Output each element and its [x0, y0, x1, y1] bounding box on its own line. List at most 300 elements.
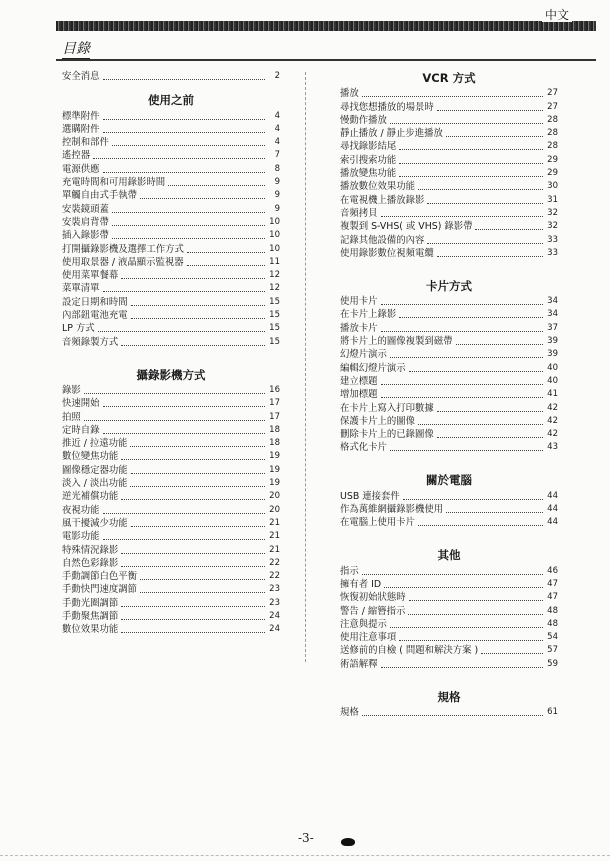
toc-section	[340, 278, 558, 455]
toc-entry[interactable]	[340, 361, 558, 374]
toc-entry-label: 警告 / 縮簪指示	[340, 605, 406, 617]
dot-leader	[437, 411, 543, 412]
dot-leader	[168, 185, 265, 186]
toc-entry-page: 16	[269, 384, 280, 395]
toc-entry-page: 41	[547, 389, 558, 400]
toc-entry-label: 安裝肩背帶	[62, 216, 109, 228]
toc-entry-page: 2	[274, 71, 280, 82]
toc-entry[interactable]	[62, 543, 280, 556]
toc-entry[interactable]	[340, 428, 558, 441]
toc-entry-label: 標準附件	[62, 110, 100, 122]
toc-entry-page: 22	[269, 571, 280, 582]
toc-entry-page: 28	[547, 114, 558, 125]
toc-entry-label: 複製到 S-VHS( 或 VHS) 錄影帶	[340, 221, 473, 233]
toc-entry[interactable]	[62, 335, 280, 348]
toc-entry-label: 手動快門速度調節	[62, 584, 138, 596]
spacer	[62, 349, 280, 367]
toc-entry-label: 特殊情況錄影	[62, 544, 119, 556]
toc-entry-page: 48	[547, 618, 558, 629]
toc-entry-label: 送修前的自檢 ( 問題和解決方案 )	[340, 645, 479, 657]
toc-entry-label: 數位變焦功能	[62, 451, 119, 463]
dot-leader	[403, 499, 543, 500]
section-heading: 使用之前	[148, 93, 194, 108]
toc-entry[interactable]	[340, 564, 558, 577]
section-items	[340, 564, 558, 670]
toc-entry[interactable]	[340, 180, 558, 193]
dot-leader	[112, 225, 265, 226]
toc-entry[interactable]	[340, 489, 558, 502]
toc-entry-label: 保護卡片上的圖像	[340, 415, 416, 427]
toc-entry-page: 15	[269, 296, 280, 307]
toc-entry-page: 42	[547, 415, 558, 426]
toc-entry[interactable]	[62, 477, 280, 490]
toc-entry-page: 39	[547, 336, 558, 347]
toc-entry[interactable]	[62, 229, 280, 242]
toc-entry-page: 46	[547, 565, 558, 576]
toc-entry-label: 尋找錄影結尾	[340, 141, 397, 153]
toc-entry[interactable]	[340, 114, 558, 127]
toc-entry-page: 54	[547, 632, 558, 643]
toc-entry-page: 48	[547, 605, 558, 616]
toc-entry-label: 錄影	[62, 384, 81, 396]
dot-leader	[140, 579, 265, 580]
dot-leader	[362, 574, 543, 575]
toc-entry-page: 7	[274, 150, 280, 161]
dot-leader	[112, 238, 265, 239]
toc-entry[interactable]	[62, 623, 280, 636]
toc-entry-page: 42	[547, 402, 558, 413]
toc-entry-label: 音頻拷貝	[340, 207, 378, 219]
toc-entry-label: LP 方式	[62, 323, 95, 335]
dot-leader	[103, 172, 265, 173]
toc-entry-label: 圖像穩定器功能	[62, 464, 128, 476]
toc-entry[interactable]	[340, 140, 558, 153]
toc-entry-page: 22	[269, 557, 280, 568]
toc-entry-page: 47	[547, 592, 558, 603]
toc-entry[interactable]	[340, 127, 558, 140]
language-label: 中文	[542, 8, 572, 22]
toc-entry-page: 9	[274, 190, 280, 201]
toc-entry-label: 擁有者 ID	[340, 578, 382, 590]
page-number: -3-	[298, 831, 314, 845]
toc-entry[interactable]	[62, 216, 280, 229]
dot-leader	[408, 614, 543, 615]
toc-entry-label: 尋找您想播放的場景時	[340, 101, 434, 113]
dot-leader	[112, 212, 265, 213]
toc-entry[interactable]	[62, 450, 280, 463]
toc-entry[interactable]	[340, 193, 558, 206]
toc-entry-label: 作為萬維網攝錄影機使用	[340, 504, 444, 516]
toc-entry[interactable]	[62, 149, 280, 162]
dot-leader	[130, 486, 265, 487]
dot-leader	[384, 587, 543, 588]
dot-leader	[131, 318, 265, 319]
dot-leader	[103, 433, 265, 434]
toc-entry[interactable]	[62, 189, 280, 202]
dot-leader	[140, 592, 265, 593]
section-items	[62, 109, 280, 348]
toc-entry-label: 內部鈕電池充電	[62, 310, 128, 322]
dot-leader	[399, 163, 543, 164]
toc-entry-label: 注意與提示	[340, 618, 387, 630]
toc-entry-label: USB 連接套件	[340, 490, 400, 502]
toc-entry-page: 29	[547, 168, 558, 179]
toc-entry[interactable]	[340, 503, 558, 516]
dot-leader	[399, 149, 543, 150]
toc-entry[interactable]	[340, 644, 558, 657]
dot-leader	[103, 291, 265, 292]
toc-section	[340, 472, 558, 529]
dot-leader	[381, 216, 543, 217]
dot-leader	[121, 566, 265, 567]
toc-entry-label: 設定日期和時間	[62, 296, 128, 308]
toc-entry[interactable]	[62, 437, 280, 450]
toc-entry[interactable]	[62, 610, 280, 623]
toc-entry[interactable]	[340, 388, 558, 401]
dot-leader	[427, 243, 543, 244]
toc-section	[62, 92, 280, 348]
section-items	[340, 489, 558, 529]
toc-entry-page: 23	[269, 584, 280, 595]
toc-entry[interactable]	[340, 441, 558, 454]
toc-entry-label: 增加標題	[340, 389, 378, 401]
toc-entry[interactable]	[340, 153, 558, 166]
toc-entry[interactable]	[62, 242, 280, 255]
dot-leader	[381, 667, 543, 668]
dot-leader	[481, 653, 543, 654]
toc-entry[interactable]	[62, 570, 280, 583]
top-header-rule	[56, 21, 596, 31]
toc-entry[interactable]	[62, 397, 280, 410]
toc-entry-page: 32	[547, 207, 558, 218]
toc-entry[interactable]	[340, 100, 558, 113]
toc-entry-label: 規格	[340, 706, 359, 718]
dot-leader	[103, 406, 265, 407]
toc-entry-page: 10	[269, 216, 280, 227]
toc-entry-page: 31	[547, 194, 558, 205]
toc-entry-label: 控制和部件	[62, 137, 109, 149]
toc-entry-label: 淡入 / 淡出功能	[62, 478, 128, 490]
toc-entry-page: 24	[269, 624, 280, 635]
toc-entry-page: 4	[274, 137, 280, 148]
toc-entry-page: 32	[547, 221, 558, 232]
toc-entry-label: 在電視機上播放錄影	[340, 194, 425, 206]
toc-entry[interactable]	[62, 123, 280, 136]
toc-entry[interactable]	[62, 463, 280, 476]
toc-entry[interactable]	[340, 375, 558, 388]
dot-leader	[84, 393, 265, 394]
dot-leader	[446, 512, 543, 513]
dot-leader	[399, 317, 543, 318]
toc-entry-label: 選購附件	[62, 123, 100, 135]
dot-leader	[103, 539, 265, 540]
toc-entry-page: 10	[269, 230, 280, 241]
section-heading: 規格	[437, 689, 461, 704]
toc-entry-page: 59	[547, 658, 558, 669]
dot-leader	[121, 345, 265, 346]
dot-leader	[437, 256, 543, 257]
dot-leader	[121, 499, 265, 500]
dot-leader	[93, 158, 265, 159]
toc-entry-label: 使用菜單餐幕	[62, 270, 119, 282]
toc-entry[interactable]	[62, 136, 280, 149]
toc-entry[interactable]	[340, 591, 558, 604]
spacer	[340, 260, 558, 278]
toc-entry-page: 44	[547, 504, 558, 515]
toc-entry-page: 19	[269, 464, 280, 475]
toc-entry-page: 20	[269, 504, 280, 515]
toc-entry-label: 定時自錄	[62, 424, 100, 436]
dot-leader	[475, 229, 543, 230]
dot-leader	[121, 619, 265, 620]
toc-entry[interactable]	[340, 415, 558, 428]
toc-entry[interactable]	[340, 233, 558, 246]
toc-entry-label: 插入錄影帶	[62, 230, 109, 242]
dot-leader	[390, 450, 543, 451]
toc-entry-label: 自然色彩錄影	[62, 557, 119, 569]
toc-entry-page: 57	[547, 645, 558, 656]
toc-entry-page: 4	[274, 123, 280, 134]
toc-entry-label: 編輯幻燈片演示	[340, 362, 406, 374]
toc-entry-label: 播放變焦功能	[340, 168, 397, 180]
dot-leader	[456, 344, 543, 345]
dot-leader	[381, 331, 543, 332]
dot-leader	[131, 473, 265, 474]
toc-entry[interactable]	[62, 503, 280, 516]
toc-entry-label: 播放卡片	[340, 322, 378, 334]
toc-entry[interactable]	[340, 167, 558, 180]
toc-entry-label: 在卡片上寫入打印數據	[340, 402, 434, 414]
toc-entry-label: 單觸自由式手執帶	[62, 190, 138, 202]
toc-entry-page: 29	[547, 154, 558, 165]
toc-entry-page: 18	[269, 424, 280, 435]
toc-entry-label: 手動光圈調節	[62, 597, 119, 609]
toc-entry-page: 12	[269, 283, 280, 294]
toc-entry-page: 44	[547, 490, 558, 501]
dot-leader	[437, 110, 543, 111]
toc-entry-label: 播放	[340, 88, 359, 100]
toc-entry[interactable]	[340, 657, 558, 670]
toc-intro	[62, 70, 280, 83]
toc-entry-page: 44	[547, 517, 558, 528]
dot-leader	[418, 424, 543, 425]
toc-entry-label: 充電時間和可用錄影時間	[62, 177, 166, 189]
dot-leader	[409, 600, 543, 601]
toc-entry[interactable]	[62, 269, 280, 282]
dot-leader	[390, 357, 543, 358]
toc-entry-label: 建立標題	[340, 375, 378, 387]
toc-entry-page: 34	[547, 296, 558, 307]
toc-entry-page: 42	[547, 429, 558, 440]
toc-entry[interactable]	[340, 516, 558, 529]
toc-entry[interactable]	[340, 578, 558, 591]
toc-entry-label: 拍照	[62, 411, 81, 423]
dot-leader	[84, 420, 265, 421]
toc-entry[interactable]	[62, 596, 280, 609]
toc-entry[interactable]	[62, 583, 280, 596]
toc-entry-label: 刪除卡片上的已錄圖像	[340, 429, 434, 441]
page-title: 目錄	[62, 38, 90, 59]
dot-leader	[381, 397, 543, 398]
toc-entry[interactable]	[62, 517, 280, 530]
section-heading: 關於電腦	[426, 473, 472, 488]
toc-entry[interactable]	[340, 321, 558, 334]
dot-leader	[418, 189, 543, 190]
toc-entry-page: 10	[269, 243, 280, 254]
section-items	[340, 706, 558, 719]
toc-entry-page: 12	[269, 270, 280, 281]
toc-entry[interactable]	[62, 384, 280, 397]
toc-entry[interactable]	[340, 401, 558, 414]
toc-entry[interactable]	[62, 295, 280, 308]
toc-entry[interactable]	[340, 207, 558, 220]
dot-leader	[121, 278, 265, 279]
toc-entry[interactable]	[340, 87, 558, 100]
toc-entry[interactable]	[340, 706, 558, 719]
toc-entry[interactable]	[340, 308, 558, 321]
dot-leader	[381, 384, 543, 385]
dot-leader	[103, 119, 265, 120]
toc-entry-page: 15	[269, 323, 280, 334]
toc-entry[interactable]	[62, 282, 280, 295]
toc-entry-label: 索引搜索功能	[340, 154, 397, 166]
dot-leader	[103, 513, 265, 514]
toc-entry-label: 使用錄影數位視頻電纜	[340, 247, 434, 259]
toc-entry[interactable]	[62, 176, 280, 189]
spacer	[340, 454, 558, 472]
toc-entry[interactable]	[340, 618, 558, 631]
toc-entry-label: 菜單清單	[62, 283, 100, 295]
toc-entry-page: 61	[547, 706, 558, 717]
section-heading: 卡片方式	[426, 278, 472, 293]
toc-entry-page: 40	[547, 375, 558, 386]
toc-entry-page: 17	[269, 411, 280, 422]
toc-entry-page: 43	[547, 442, 558, 453]
toc-entry-page: 27	[547, 101, 558, 112]
dot-leader	[390, 123, 543, 124]
toc-entry-page: 40	[547, 362, 558, 373]
toc-entry-page: 47	[547, 578, 558, 589]
toc-entry-label: 推近 / 拉遠功能	[62, 438, 128, 450]
toc-section	[62, 367, 280, 637]
toc-entry[interactable]	[62, 410, 280, 423]
toc-entry-label: 遙控器	[62, 150, 91, 162]
toc-entry-page: 11	[269, 256, 280, 267]
toc-entry[interactable]	[62, 109, 280, 122]
dot-leader	[121, 632, 265, 633]
toc-entry[interactable]	[340, 335, 558, 348]
toc-entry[interactable]	[62, 490, 280, 503]
section-items	[340, 87, 558, 260]
dot-leader	[112, 145, 265, 146]
toc-entry[interactable]	[62, 424, 280, 437]
toc-entry-label: 使用取景器 / 液晶顯示監視器	[62, 256, 184, 268]
toc-entry[interactable]	[62, 530, 280, 543]
toc-entry[interactable]	[340, 604, 558, 617]
toc-section	[340, 547, 558, 670]
toc-entry[interactable]	[340, 631, 558, 644]
toc-entry-label: 幻燈片演示	[340, 349, 387, 361]
dot-leader	[121, 606, 265, 607]
dot-leader	[140, 198, 265, 199]
toc-entry-label: 將卡片上的圖像複製到磁帶	[340, 336, 453, 348]
toc-entry[interactable]	[340, 247, 558, 260]
dot-leader	[399, 640, 543, 641]
dot-leader	[418, 525, 543, 526]
toc-entry-label: 風干擾減少功能	[62, 517, 128, 529]
toc-entry-page: 15	[269, 310, 280, 321]
dot-leader	[399, 176, 543, 177]
toc-entry-label: 使用卡片	[340, 296, 378, 308]
dot-leader	[103, 79, 265, 80]
toc-entry-page: 8	[274, 163, 280, 174]
toc-entry[interactable]	[340, 295, 558, 308]
toc-entry[interactable]	[340, 348, 558, 361]
section-items	[62, 384, 280, 637]
toc-entry-label: 術語解釋	[340, 658, 378, 670]
toc-entry-page: 23	[269, 597, 280, 608]
toc-section	[340, 689, 558, 719]
toc-entry-page: 28	[547, 141, 558, 152]
section-heading: 攝錄影機方式	[136, 367, 206, 382]
toc-entry-page: 4	[274, 110, 280, 121]
toc-entry[interactable]	[62, 322, 280, 335]
toc-entry[interactable]	[62, 162, 280, 175]
toc-entry[interactable]	[62, 256, 280, 269]
dot-leader	[362, 715, 543, 716]
toc-entry[interactable]	[340, 220, 558, 233]
toc-entry-page: 15	[269, 336, 280, 347]
toc-entry-label: 使用注意事項	[340, 632, 397, 644]
toc-entry-label: 在卡片上錄影	[340, 309, 397, 321]
toc-entry-page: 20	[269, 491, 280, 502]
toc-entry[interactable]	[62, 309, 280, 322]
dot-leader	[381, 304, 543, 305]
toc-entry-label: 打開攝錄影機及選擇工作方式	[62, 243, 184, 255]
toc-entry-label: 恢復初始狀態時	[340, 592, 406, 604]
toc-entry-label: 播放數位效果功能	[340, 181, 416, 193]
toc-entry-label: 數位效果功能	[62, 624, 119, 636]
toc-entry-page: 21	[269, 517, 280, 528]
toc-entry-label: 格式化卡片	[340, 442, 387, 454]
toc-entry-page: 39	[547, 349, 558, 360]
toc-entry-page: 27	[547, 88, 558, 99]
toc-entry[interactable]	[62, 557, 280, 570]
toc-entry-page: 33	[547, 234, 558, 245]
bottom-scan-edge	[0, 855, 610, 856]
dot-leader	[390, 627, 543, 628]
toc-right-column	[340, 70, 558, 719]
toc-entry-page: 37	[547, 322, 558, 333]
toc-entry-page: 9	[274, 203, 280, 214]
toc-entry-label: 慢動作播放	[340, 114, 387, 126]
section-heading: VCR 方式	[422, 71, 476, 85]
column-divider	[305, 72, 306, 662]
section-heading: 其他	[437, 548, 461, 563]
toc-entry[interactable]	[62, 202, 280, 215]
toc-entry-page: 21	[269, 531, 280, 542]
dot-leader	[437, 437, 543, 438]
toc-entry-label: 安裝鏡頭蓋	[62, 203, 109, 215]
dot-leader	[362, 96, 543, 97]
toc-entry[interactable]	[62, 70, 280, 83]
dot-leader	[409, 371, 543, 372]
toc-entry-label: 在電腦上使用卡片	[340, 517, 416, 529]
toc-entry-label: 手動聚焦調節	[62, 610, 119, 622]
toc-entry-page: 19	[269, 451, 280, 462]
toc-entry-page: 18	[269, 438, 280, 449]
dot-leader	[103, 132, 265, 133]
